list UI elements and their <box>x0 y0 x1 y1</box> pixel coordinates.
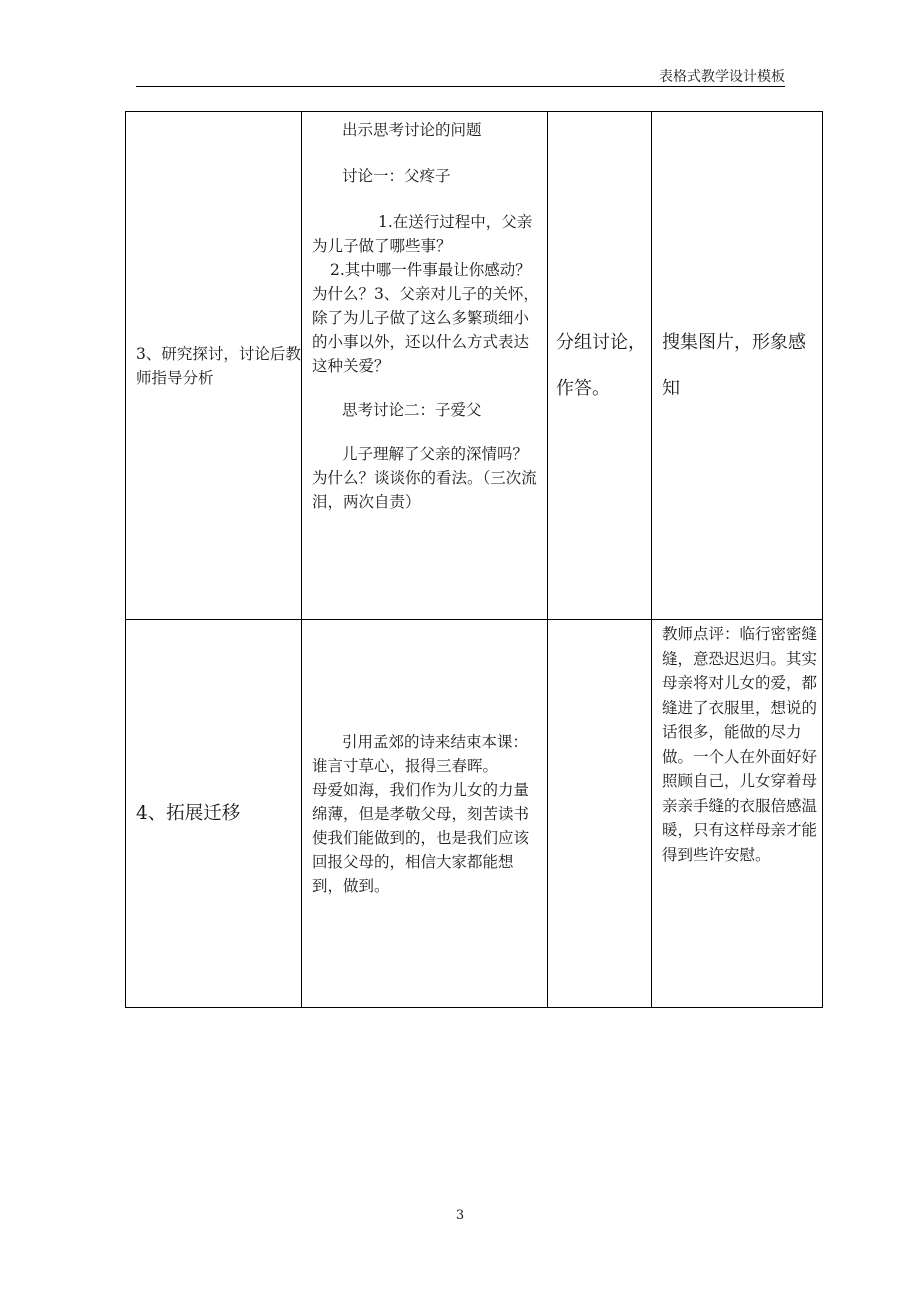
summary-paragraph: 母爱如海，我们作为儿女的力量绵薄，但是孝敬父母，刻苦读书使我们能做到的，也是我们应该回报父母的，相信大家都能想到，做到。 <box>312 780 530 895</box>
teacher-comment-text: 教师点评：临行密密缝缝，意恐迟迟归。其实母亲将对儿女的爱，都缝进了衣服里，想说的话很多，能做的尽力做。一个人在外面好好照顾自己，儿女穿着母亲亲手缝的衣服倍感温暖，只有这样母亲才能得到些许安慰。 <box>662 625 818 864</box>
table-row <box>126 112 823 620</box>
stage-cell <box>126 620 302 1008</box>
discussion-intro: 出示思考讨论的问题 <box>342 121 482 139</box>
stage-label: 3、研究探讨，讨论后教师指导分析 <box>136 344 301 387</box>
student-activity-cell <box>548 620 652 1008</box>
extension-content <box>302 730 547 898</box>
discussion-question-1: 1.在送行过程中，父亲为儿子做了哪些事？ <box>312 213 533 255</box>
design-intent-cell <box>652 112 823 620</box>
student-activity-text: 分组讨论，作答。 <box>556 331 646 399</box>
header-rule <box>136 86 785 87</box>
page-number: 3 <box>455 1208 465 1223</box>
discussion-question-2: 2.其中哪一件事最让你感动？为什么？3、父亲对儿子的关怀，除了为儿子做了这么多繁琐细小的小事以外，还以什么方式表达这种关爱？ <box>312 261 539 375</box>
stage-label: 4、拓展迁移 <box>136 802 241 824</box>
content-cell <box>302 620 548 1008</box>
stage-cell <box>126 112 302 620</box>
lesson-plan-table <box>125 111 823 1008</box>
discussion-question-3: 儿子理解了父亲的深情吗？为什么？谈谈你的看法。（三次流泪，两次自责） <box>312 445 537 511</box>
design-intent-text: 搜集图片，形象感知 <box>662 331 806 399</box>
design-intent-cell <box>652 620 823 1008</box>
student-activity-cell <box>548 112 652 620</box>
table-row <box>126 620 823 1008</box>
document-header-title: 表格式教学设计模板 <box>659 69 785 85</box>
content-cell <box>302 112 548 620</box>
discussion-topic-1: 讨论一：父疼子 <box>342 167 451 185</box>
poem-quote-paragraph: 引用孟郊的诗来结束本课：谁言寸草心，报得三春晖。 <box>312 732 529 775</box>
discussion-topic-2: 思考讨论二：子爱父 <box>342 401 482 419</box>
